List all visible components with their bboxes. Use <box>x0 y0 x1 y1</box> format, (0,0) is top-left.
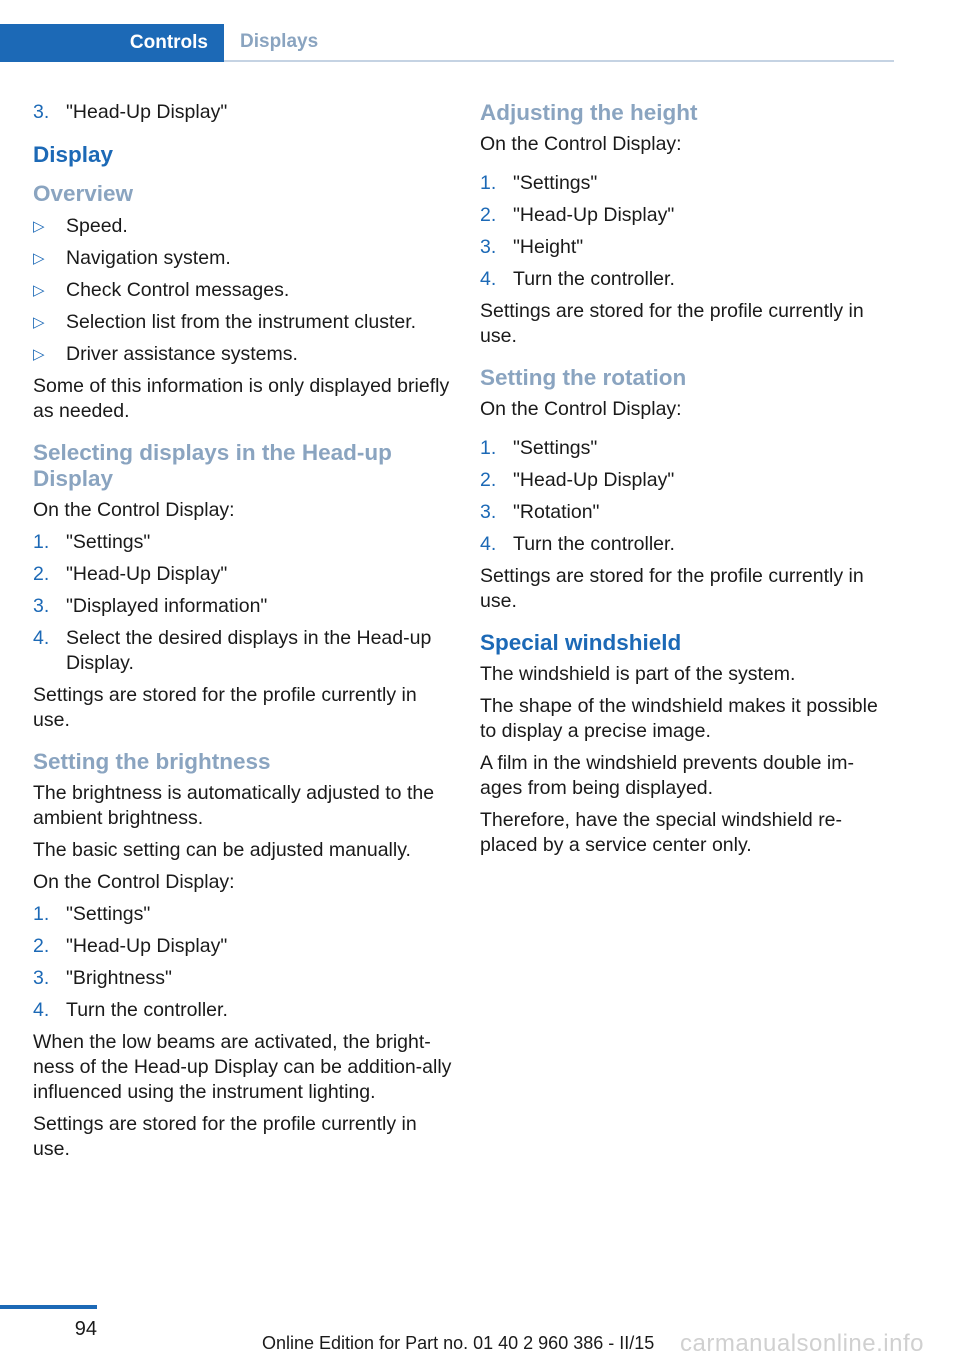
list-item-text: Driver assistance systems. <box>66 343 298 365</box>
step-text: "Head-Up Display" <box>513 204 675 226</box>
rotation-steps <box>480 436 892 557</box>
step-number: 3. <box>480 501 497 523</box>
step-number: 2. <box>480 204 497 226</box>
selecting-steps <box>33 530 453 676</box>
list-item <box>480 267 892 292</box>
height-intro: On the Control Display: <box>480 133 682 155</box>
step-text: "Height" <box>513 236 584 258</box>
step-number: 3. <box>33 101 50 123</box>
list-item <box>33 998 453 1023</box>
selecting-intro: On the Control Display: <box>33 499 235 521</box>
step-text: "Head-Up Display" <box>66 101 228 123</box>
step-text: "Settings" <box>66 531 151 553</box>
rotation-intro: On the Control Display: <box>480 398 682 420</box>
rotation-note: Settings are stored for the profile currently in use. <box>480 565 864 612</box>
list-item <box>480 436 892 461</box>
list-item <box>33 902 453 927</box>
list-item <box>33 100 453 125</box>
list-item <box>480 203 892 228</box>
step-text: "Displayed information" <box>66 595 268 617</box>
list-item-text: Selection list from the instrument cluster. <box>66 311 417 333</box>
list-item <box>33 342 453 367</box>
list-item <box>33 246 453 271</box>
tab-controls[interactable]: Controls <box>0 24 224 62</box>
overview-heading: Overview <box>33 181 134 206</box>
height-steps <box>480 171 892 292</box>
brightness-note: Settings are stored for the profile currently in use. <box>33 1113 417 1160</box>
overview-list <box>33 214 453 367</box>
list-item <box>33 966 453 991</box>
step-text: "Settings" <box>513 172 598 194</box>
display-heading: Display <box>33 142 114 167</box>
step-text: Turn the controller. <box>66 999 228 1021</box>
overview-note: Some of this information is only displayed briefly as needed. <box>33 375 450 422</box>
step-text: "Head-Up Display" <box>513 469 675 491</box>
step-number: 4. <box>480 268 497 290</box>
list-item <box>33 562 453 587</box>
left-column <box>33 100 453 1162</box>
step-number: 1. <box>480 172 497 194</box>
list-item-text: Speed. <box>66 215 128 237</box>
list-item <box>33 310 453 335</box>
page-number: 94 <box>74 1318 97 1340</box>
windshield-paragraph: A film in the windshield prevents double im-ages from being displayed. <box>480 752 854 799</box>
triangle-bullet-icon: ▷ <box>33 218 45 235</box>
step-number: 3. <box>33 967 50 989</box>
brightness-intro: On the Control Display: <box>33 871 235 893</box>
step-number: 4. <box>33 999 50 1021</box>
list-item <box>33 934 453 959</box>
step-text: "Settings" <box>513 437 598 459</box>
triangle-bullet-icon: ▷ <box>33 250 45 267</box>
step-text: Turn the controller. <box>513 533 675 555</box>
windshield-heading: Special windshield <box>480 630 682 655</box>
watermark: carmanualsonline.info <box>680 1330 924 1357</box>
step-number: 1. <box>33 531 50 553</box>
footer-rule <box>0 1305 97 1309</box>
triangle-bullet-icon: ▷ <box>33 346 45 363</box>
list-item <box>33 594 453 619</box>
step-number: 2. <box>33 935 50 957</box>
windshield-paragraph: The shape of the windshield makes it possible to display a precise image. <box>480 695 878 742</box>
triangle-bullet-icon: ▷ <box>33 282 45 299</box>
triangle-bullet-icon: ▷ <box>33 314 45 331</box>
step-text: Select the desired displays in the Head-up Display. <box>66 627 432 674</box>
list-item <box>480 235 892 260</box>
list-item <box>33 626 453 676</box>
list-item-text: Check Control messages. <box>66 279 290 301</box>
height-heading: Adjusting the height <box>480 100 698 125</box>
step-text: Turn the controller. <box>513 268 675 290</box>
step-number: 2. <box>480 469 497 491</box>
step-text: "Brightness" <box>66 967 172 989</box>
brightness-paragraph: The basic setting can be adjusted manually. <box>33 839 411 861</box>
list-item-text: Navigation system. <box>66 247 231 269</box>
right-column <box>480 100 892 858</box>
list-item <box>480 500 892 525</box>
windshield-paragraph: The windshield is part of the system. <box>480 663 796 685</box>
step-number: 2. <box>33 563 50 585</box>
edition-text: Online Edition for Part no. 01 40 2 960 386 - II/15 <box>262 1333 655 1353</box>
step-text: "Rotation" <box>513 501 600 523</box>
windshield-paragraph: Therefore, have the special windshield re-placed by a service center only. <box>480 809 843 856</box>
tab-displays[interactable]: Displays <box>224 24 894 62</box>
step-text: "Settings" <box>66 903 151 925</box>
header-tabs <box>0 0 960 62</box>
step-number: 4. <box>480 533 497 555</box>
brightness-paragraph: When the low beams are activated, the bright-ness of the Head-up Display can be addition-ally influenced using the instrument lighting. <box>33 1031 452 1103</box>
step-number: 1. <box>480 437 497 459</box>
height-note: Settings are stored for the profile currently in use. <box>480 300 864 347</box>
brightness-paragraph: The brightness is automatically adjusted to the ambient brightness. <box>33 782 435 829</box>
rotation-heading: Setting the rotation <box>480 365 687 390</box>
step-text: "Head-Up Display" <box>66 935 228 957</box>
step-number: 3. <box>480 236 497 258</box>
list-item <box>33 530 453 555</box>
step-number: 1. <box>33 903 50 925</box>
list-item <box>480 532 892 557</box>
selecting-heading: Selecting displays in the Head-up Display <box>33 440 392 491</box>
step-number: 3. <box>33 595 50 617</box>
list-item <box>480 468 892 493</box>
selecting-note: Settings are stored for the profile currently in use. <box>33 684 417 731</box>
step-number: 4. <box>33 627 50 649</box>
list-item <box>33 214 453 239</box>
brightness-steps <box>33 902 453 1023</box>
list-item <box>33 278 453 303</box>
step-text: "Head-Up Display" <box>66 563 228 585</box>
brightness-heading: Setting the brightness <box>33 749 271 774</box>
list-item <box>480 171 892 196</box>
